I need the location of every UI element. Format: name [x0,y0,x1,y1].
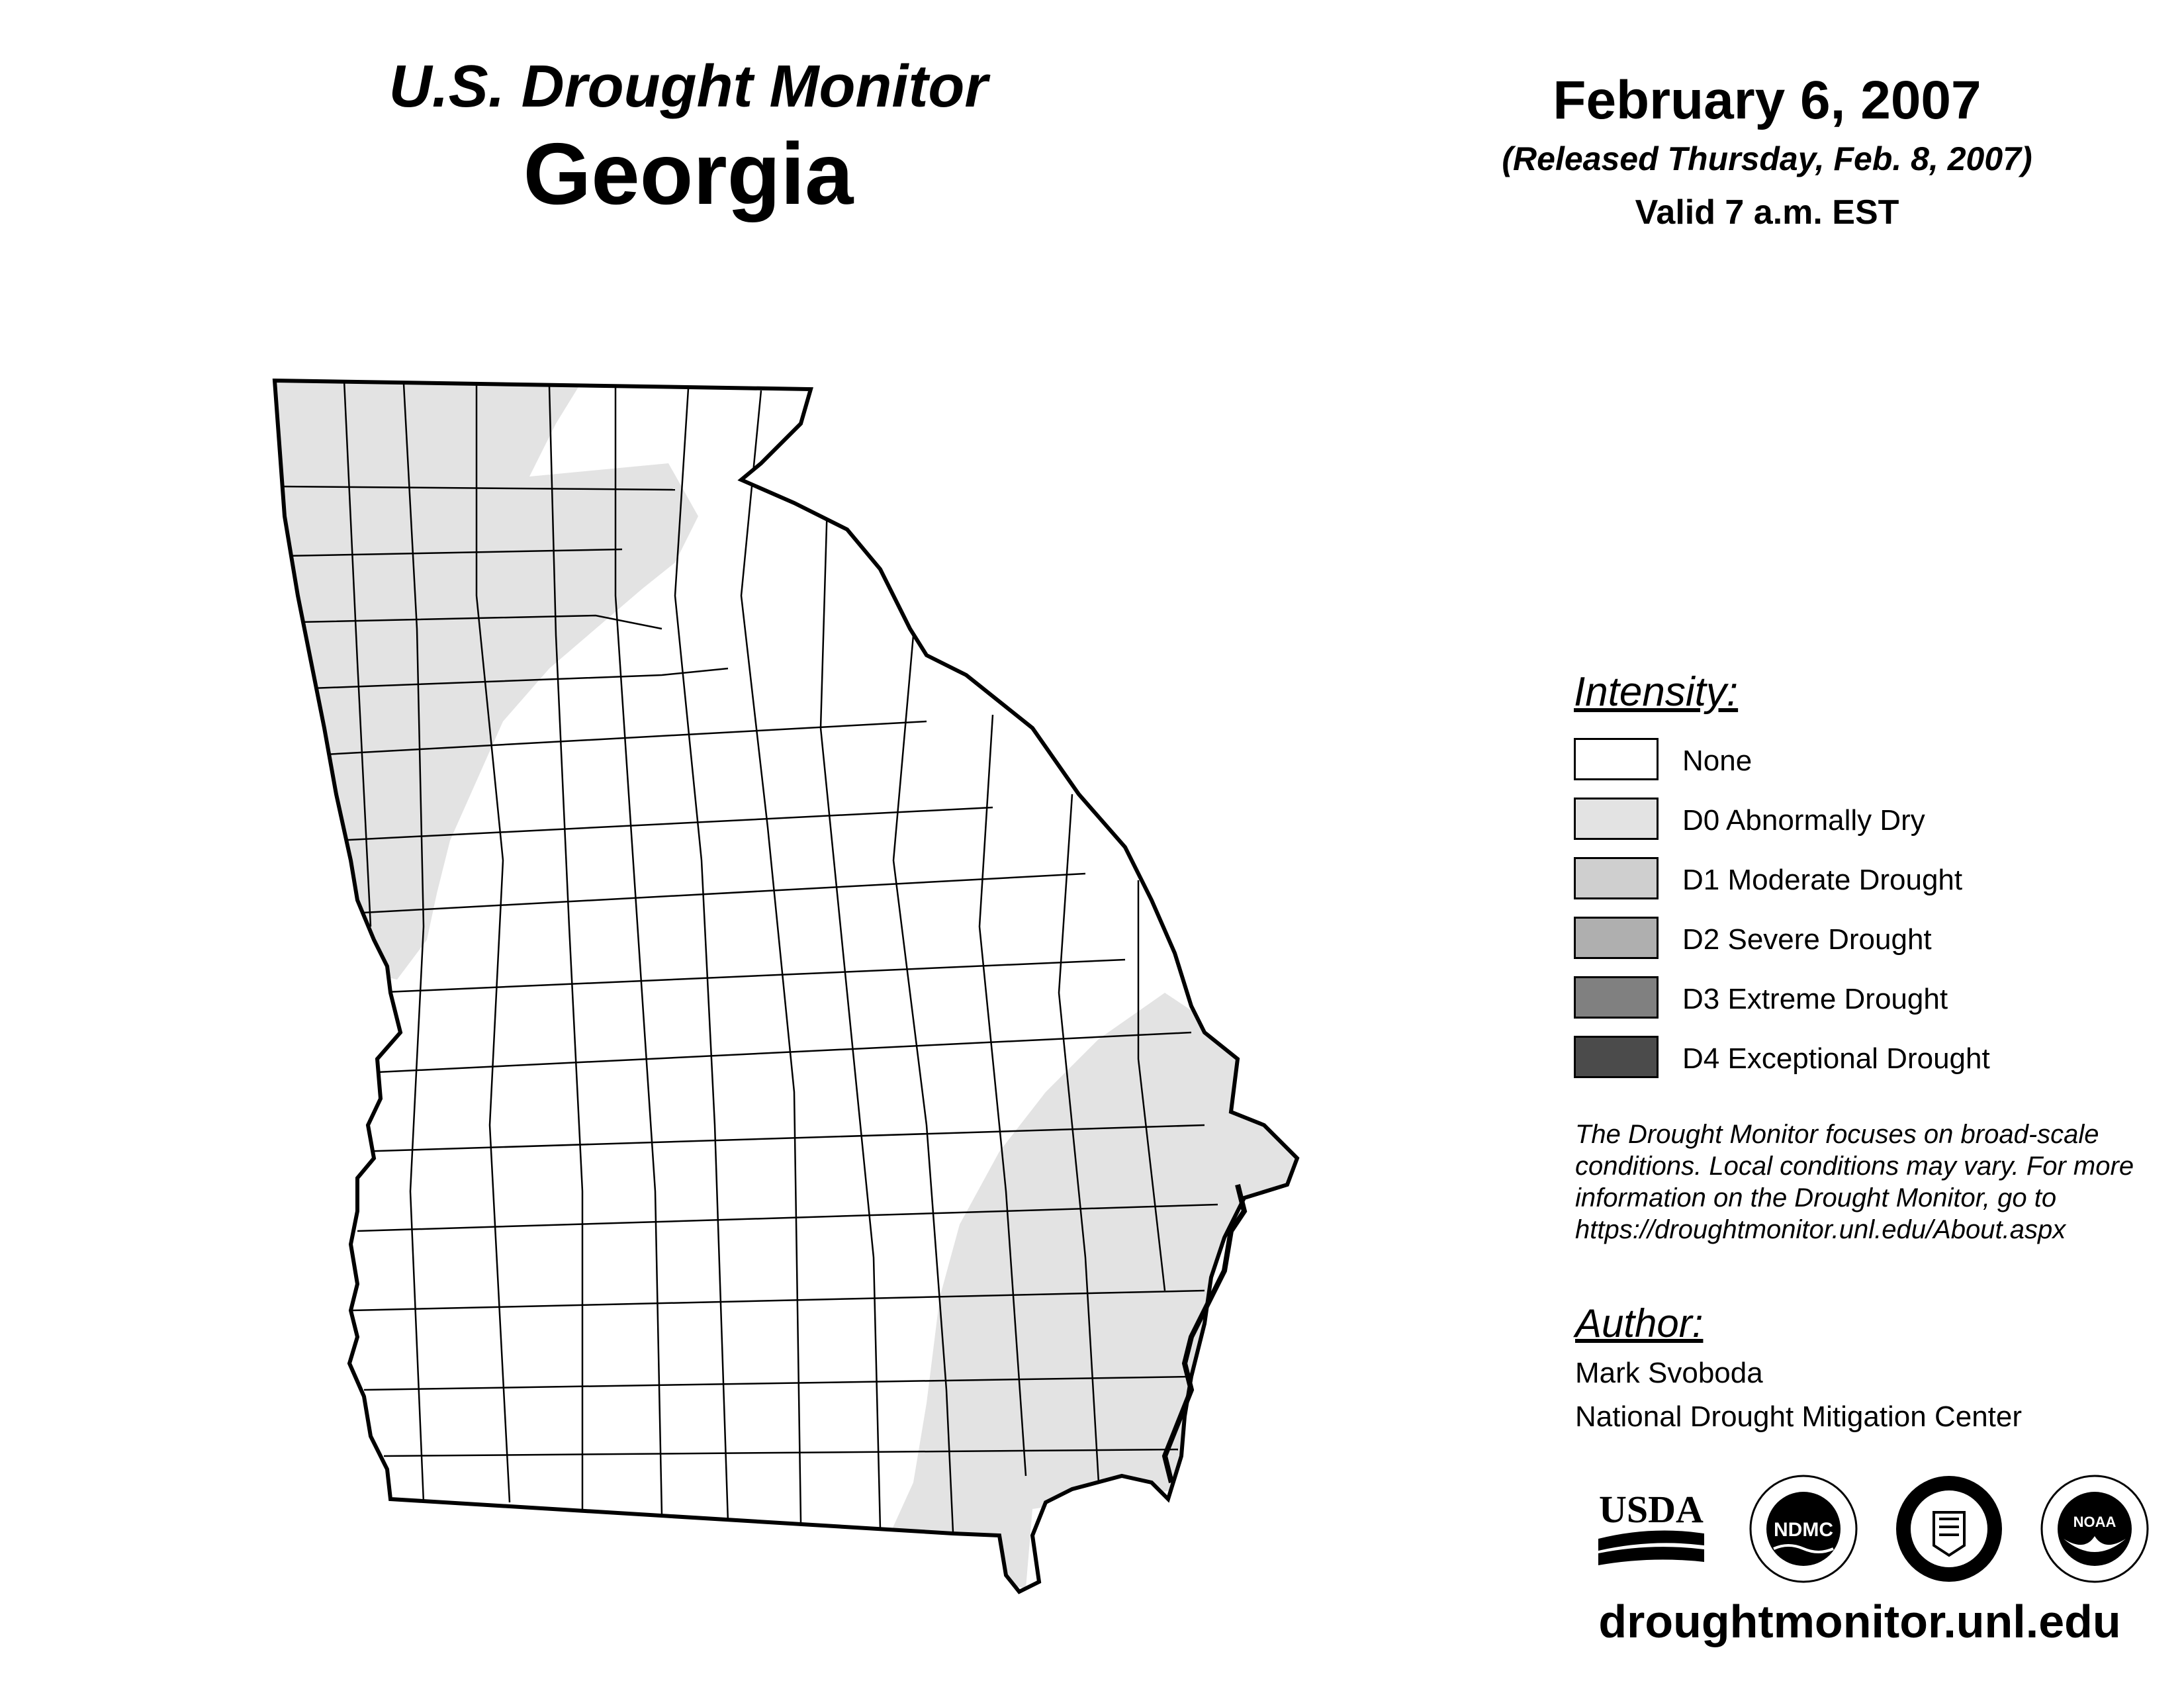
legend-swatch-none [1574,738,1659,780]
legend-label: D3 Extreme Drought [1682,983,1948,1015]
valid-time: Valid 7 a.m. EST [1635,193,1899,232]
noaa-logo-text: NOAA [2073,1514,2116,1530]
legend-item [1574,917,2169,976]
state-title: Georgia [523,125,854,222]
legend [1574,668,2169,1095]
legend-label: D2 Severe Drought [1682,923,1932,956]
legend-heading: Intensity: [1574,669,1739,715]
legend-label: None [1682,745,1752,777]
map-date: February 6, 2007 [1553,70,1981,130]
legend-item [1574,798,2169,857]
usda-logo [1595,1486,1707,1572]
commerce-seal-logo [1893,1473,2005,1585]
release-date: (Released Thursday, Feb. 8, 2007) [1502,140,2032,177]
author-block [1575,1301,2171,1434]
ndmc-logo-text: NDMC [1774,1519,1833,1541]
author-organization: National Drought Mitigation Center [1575,1400,2023,1433]
legend-item [1574,1036,2169,1095]
legend-swatch-d3 [1574,976,1659,1019]
author-name: Mark Svoboda [1575,1357,1763,1389]
legend-swatch-d1 [1574,857,1659,899]
legend-item [1574,738,2169,798]
drought-monitor-note: The Drought Monitor focuses on broad-scale conditions. Local conditions may vary. For more information on the Drought Monitor, go to https://droughtmonitor.unl.edu/About.aspx [1575,1120,2134,1244]
legend-items [1574,738,2169,1095]
legend-label: D1 Moderate Drought [1682,864,1963,896]
ndmc-logo [1747,1473,1860,1585]
legend-item [1574,976,2169,1036]
legend-swatch-d2 [1574,917,1659,959]
legend-label: D4 Exceptional Drought [1682,1042,1990,1075]
noaa-logo [2038,1473,2151,1585]
drought-monitor-url[interactable]: droughtmonitor.unl.edu [1598,1596,2121,1647]
map-supertitle: U.S. Drought Monitor [388,54,988,120]
usda-logo-text: USDA [1599,1488,1704,1531]
agency-logos [1569,1466,2164,1592]
author-heading: Author: [1575,1301,1704,1346]
legend-label: D0 Abnormally Dry [1682,804,1925,837]
legend-item [1574,857,2169,917]
legend-swatch-d0 [1574,798,1659,840]
legend-swatch-d4 [1574,1036,1659,1078]
